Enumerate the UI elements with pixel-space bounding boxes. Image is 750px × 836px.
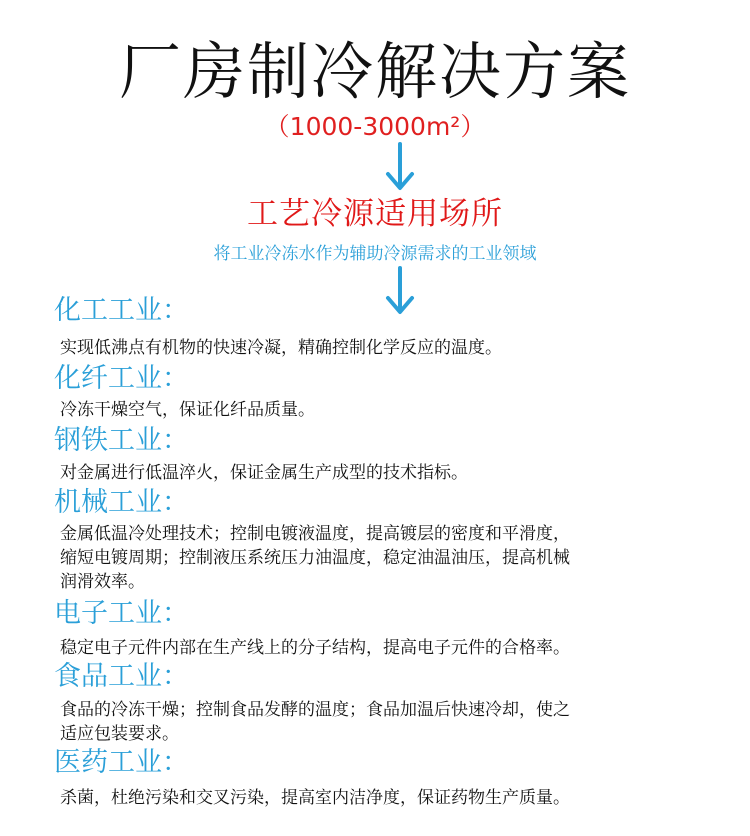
- area-range-subtitle: （1000-3000m²）: [264, 112, 486, 141]
- industry-title-electronics: 电子工业：: [54, 598, 189, 629]
- industry-desc-steel: 对金属进行低温淬火，保证金属生产成型的技术指标。: [60, 463, 468, 483]
- section-subheading: 将工业冷冻水作为辅助冷源需求的工业领域: [213, 244, 537, 264]
- page-title: 厂房制冷解决方案: [118, 35, 631, 108]
- industry-title-machinery: 机械工业：: [54, 487, 189, 518]
- down-arrow-icon: [383, 266, 417, 316]
- industry-desc-chemical-fiber: 冷冻干燥空气，保证化纤品质量。: [60, 400, 315, 420]
- industry-desc-electronics: 稳定电子元件内部在生产线上的分子结构，提高电子元件的合格率。: [60, 638, 570, 658]
- industry-title-chemical-fiber: 化纤工业：: [54, 363, 189, 394]
- industry-desc-pharmaceutical: 杀菌，杜绝污染和交叉污染，提高室内洁净度，保证药物生产质量。: [60, 788, 570, 808]
- industry-title-steel: 钢铁工业：: [54, 425, 189, 456]
- section-heading: 工艺冷源适用场所: [247, 196, 503, 232]
- industry-title-pharmaceutical: 医药工业：: [54, 747, 189, 778]
- industry-desc-chemical: 实现低沸点有机物的快速冷凝，精确控制化学反应的温度。: [60, 338, 502, 358]
- industry-title-chemical: 化工工业：: [54, 295, 189, 326]
- industry-title-food: 食品工业：: [54, 661, 189, 692]
- industry-desc-machinery: 金属低温冷处理技术；控制电镀液温度，提高镀层的密度和平滑度， 缩短电镀周期；控制液压系统压力油温度，稳定油温油压，提高机械 润滑效率。: [60, 524, 570, 592]
- industry-desc-food: 食品的冷冻干燥；控制食品发酵的温度；食品加温后快速冷却，使之 适应包装要求。: [60, 700, 570, 744]
- down-arrow-icon: [383, 142, 417, 192]
